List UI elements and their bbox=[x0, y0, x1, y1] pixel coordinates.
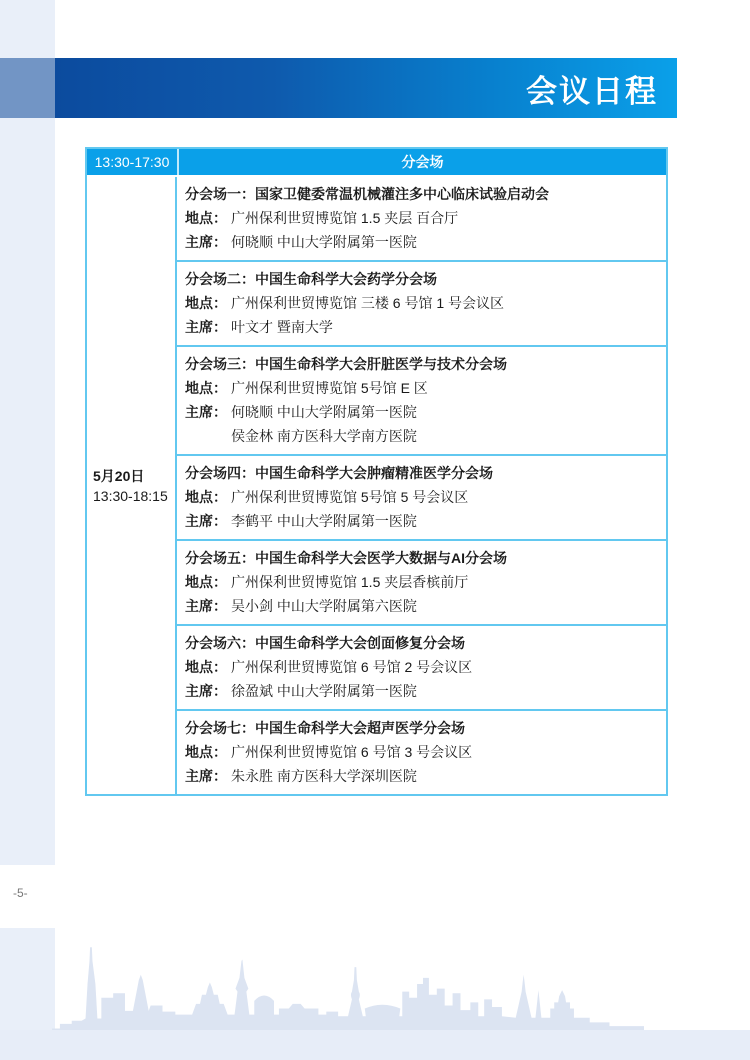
session-chair bbox=[185, 679, 658, 703]
location-label: 地点： bbox=[185, 380, 227, 396]
location-label: 地点： bbox=[185, 210, 227, 226]
session-location bbox=[185, 291, 658, 315]
header-time-cell: 13:30-17:30 bbox=[87, 149, 177, 175]
chair-value: 吴小剑 中山大学附属第六医院 bbox=[231, 598, 417, 614]
session-row-5 bbox=[177, 539, 666, 624]
chair-value: 徐盈斌 中山大学附属第一医院 bbox=[231, 683, 417, 699]
chair-value: 何晓顺 中山大学附属第一医院 bbox=[231, 234, 417, 250]
session-row-2 bbox=[177, 260, 666, 345]
session-row-3 bbox=[177, 345, 666, 454]
session-row-4 bbox=[177, 454, 666, 539]
chair-value: 何晓顺 中山大学附属第一医院 bbox=[231, 404, 417, 420]
left-tint-strip-top bbox=[0, 0, 55, 865]
location-value: 广州保利世贸博览馆 三楼 6 号馆 1 号会议区 bbox=[231, 295, 505, 311]
sessions-column bbox=[177, 177, 666, 794]
chair-label: 主席： bbox=[185, 768, 227, 784]
chair-label: 主席： bbox=[185, 404, 227, 420]
chair-value: 李鹤平 中山大学附属第一医院 bbox=[231, 513, 417, 529]
chair-value: 朱永胜 南方医科大学深圳医院 bbox=[231, 768, 417, 784]
location-value: 广州保利世贸博览馆 5号馆 E 区 bbox=[231, 380, 428, 396]
session-title: 分会场六：中国生命科学大会创面修复分会场 bbox=[185, 635, 465, 651]
session-title: 分会场三：中国生命科学大会肝脏医学与技术分会场 bbox=[185, 356, 507, 372]
table-header-row bbox=[87, 149, 666, 175]
table-body-row bbox=[87, 175, 666, 794]
session-title: 分会场五：中国生命科学大会医学大数据与AI分会场 bbox=[185, 550, 507, 566]
session-chair bbox=[185, 315, 658, 339]
date-time-range: 13:30-18:15 bbox=[93, 487, 168, 504]
location-value: 广州保利世贸博览馆 5号馆 5 号会议区 bbox=[231, 489, 469, 505]
session-title: 分会场一：国家卫健委常温机械灌注多中心临床试验启动会 bbox=[185, 186, 549, 202]
session-location bbox=[185, 740, 658, 764]
city-skyline-silhouette-icon bbox=[52, 938, 644, 1030]
section-banner bbox=[0, 58, 677, 118]
page-title: 会议日程 bbox=[526, 73, 658, 109]
session-row-1 bbox=[177, 177, 666, 260]
session-row-7 bbox=[177, 709, 666, 794]
bottom-tint-band bbox=[0, 1030, 750, 1060]
location-value: 广州保利世贸博览馆 1.5 夹层 百合厅 bbox=[231, 210, 459, 226]
date-label: 5月20日 bbox=[93, 467, 145, 484]
location-value: 广州保利世贸博览馆 6 号馆 2 号会议区 bbox=[231, 659, 473, 675]
chair-label: 主席： bbox=[185, 513, 227, 529]
banner-accent-block bbox=[0, 58, 55, 118]
location-label: 地点： bbox=[185, 659, 227, 675]
chair-value: 叶文才 暨南大学 bbox=[231, 319, 333, 335]
location-label: 地点： bbox=[185, 295, 227, 311]
chair-label: 主席： bbox=[185, 683, 227, 699]
page-number: -5- bbox=[13, 886, 28, 900]
location-value: 广州保利世贸博览馆 6 号馆 3 号会议区 bbox=[231, 744, 473, 760]
location-label: 地点： bbox=[185, 574, 227, 590]
chair-label: 主席： bbox=[185, 598, 227, 614]
date-cell bbox=[87, 177, 177, 794]
chair-label: 主席： bbox=[185, 319, 227, 335]
session-location bbox=[185, 376, 658, 400]
schedule-table bbox=[85, 147, 668, 796]
banner-gradient bbox=[55, 58, 677, 118]
session-title: 分会场四：中国生命科学大会肿瘤精准医学分会场 bbox=[185, 465, 493, 481]
session-location bbox=[185, 206, 658, 230]
session-location bbox=[185, 570, 658, 594]
location-label: 地点： bbox=[185, 489, 227, 505]
chair-label: 主席： bbox=[185, 234, 227, 250]
session-chair bbox=[185, 400, 658, 424]
location-label: 地点： bbox=[185, 744, 227, 760]
session-title: 分会场七：中国生命科学大会超声医学分会场 bbox=[185, 720, 465, 736]
location-value: 广州保利世贸博览馆 1.5 夹层香槟前厅 bbox=[231, 574, 469, 590]
session-chair bbox=[185, 509, 658, 533]
session-chair bbox=[185, 594, 658, 618]
session-row-6 bbox=[177, 624, 666, 709]
session-chair bbox=[185, 764, 658, 788]
session-location bbox=[185, 485, 658, 509]
session-location bbox=[185, 655, 658, 679]
session-title: 分会场二：中国生命科学大会药学分会场 bbox=[185, 271, 437, 287]
header-venue-cell: 分会场 bbox=[179, 149, 666, 175]
session-chair-2: 侯金林 南方医科大学南方医院 bbox=[231, 428, 417, 444]
session-chair bbox=[185, 230, 658, 254]
